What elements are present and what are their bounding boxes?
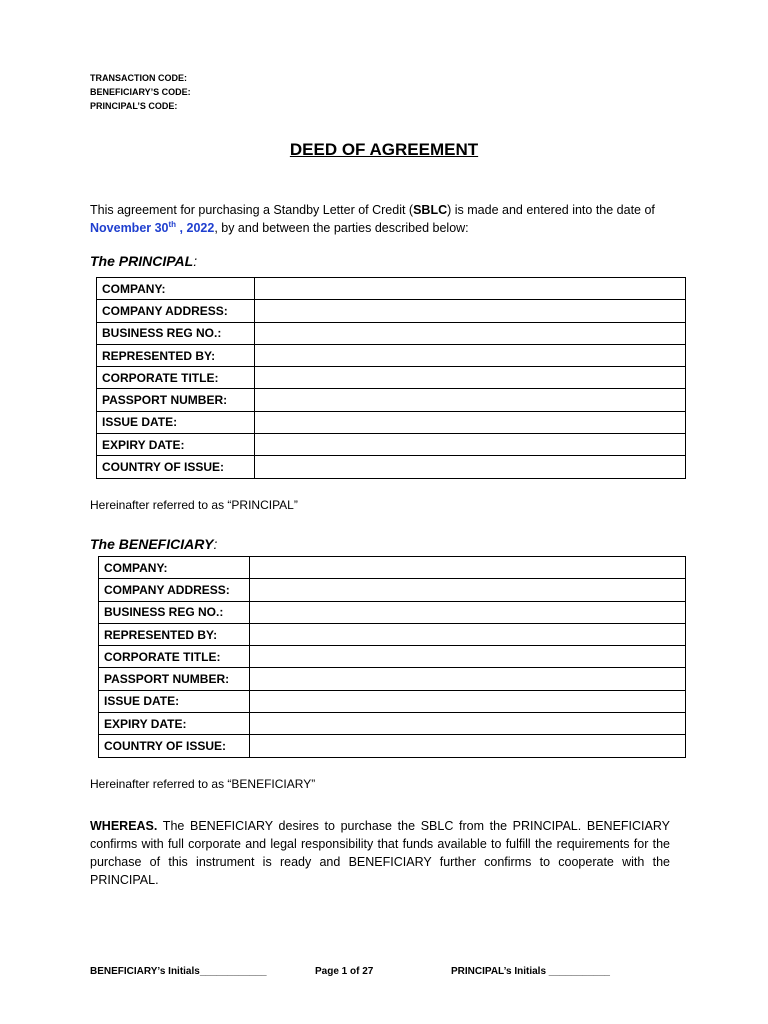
beneficiary-heading-colon: :: [213, 536, 218, 552]
field-label: REPRESENTED BY:: [99, 623, 250, 645]
date-year: , 2022: [176, 221, 215, 235]
field-value-cell[interactable]: [250, 690, 686, 712]
principal-code-label: PRINCIPAL’S CODE:: [90, 101, 178, 111]
field-value-cell[interactable]: [250, 601, 686, 623]
table-row: [97, 456, 686, 478]
table-row: [99, 668, 686, 690]
date-month-day: November 30: [90, 221, 169, 235]
table-row: [97, 434, 686, 456]
field-label: BUSINESS REG NO.:: [97, 322, 255, 344]
field-label: CORPORATE TITLE:: [99, 646, 250, 668]
table-row: [97, 367, 686, 389]
table-row: [97, 322, 686, 344]
field-value-cell[interactable]: [250, 579, 686, 601]
field-label: PASSPORT NUMBER:: [99, 668, 250, 690]
field-label: CORPORATE TITLE:: [97, 367, 255, 389]
table-row: [99, 690, 686, 712]
agreement-date: [90, 221, 214, 235]
table-row: [99, 623, 686, 645]
field-value-cell[interactable]: [255, 344, 686, 366]
principal-heading-colon: :: [193, 253, 198, 269]
principal-referred-text: Hereinafter referred to as “PRINCIPAL”: [90, 498, 298, 512]
table-row: [99, 713, 686, 735]
field-label: COUNTRY OF ISSUE:: [99, 735, 250, 757]
whereas-text: The BENEFICIARY desires to purchase the SBLC from the PRINCIPAL. BENEFICIARY confirms with full corporate and legal responsibility that funds available to fulfill the requirements for the purchase of this instrument is ready and BENEFICIARY further confirms to cooperate with the PRINCIPAL.: [90, 819, 670, 887]
intro-paragraph: [90, 201, 680, 237]
page-number: Page 1 of 27: [315, 966, 374, 977]
header-codes: [90, 71, 191, 113]
beneficiary-table: [98, 556, 686, 758]
field-value-cell[interactable]: [255, 411, 686, 433]
beneficiary-code-label: BENEFICIARY’S CODE:: [90, 87, 191, 97]
field-label: REPRESENTED BY:: [97, 344, 255, 366]
intro-text-3: , by and between the parties described below:: [214, 221, 469, 235]
table-row: [97, 411, 686, 433]
field-label: ISSUE DATE:: [99, 690, 250, 712]
principal-heading-text: The PRINCIPAL: [90, 253, 194, 269]
field-value-cell[interactable]: [250, 623, 686, 645]
principal-initials: PRINCIPAL’s Initials ___________: [451, 966, 610, 977]
beneficiary-initials: BENEFICIARY’s Initials____________: [90, 966, 267, 977]
table-row: [97, 344, 686, 366]
field-value-cell[interactable]: [255, 434, 686, 456]
field-value-cell[interactable]: [250, 668, 686, 690]
field-value-cell[interactable]: [250, 735, 686, 757]
intro-text-2: ) is made and entered into the date of: [447, 203, 655, 217]
field-label: COUNTRY OF ISSUE:: [97, 456, 255, 478]
table-row: [99, 646, 686, 668]
field-value-cell[interactable]: [255, 322, 686, 344]
field-label: COMPANY ADDRESS:: [99, 579, 250, 601]
whereas-label: WHEREAS.: [90, 819, 158, 833]
table-row: [97, 389, 686, 411]
field-label: COMPANY:: [99, 557, 250, 579]
principal-heading: [90, 253, 197, 269]
document-title: DEED OF AGREEMENT: [289, 140, 479, 159]
field-label: EXPIRY DATE:: [99, 713, 250, 735]
table-row: [97, 278, 686, 300]
transaction-code-label: TRANSACTION CODE:: [90, 73, 187, 83]
principal-table: [96, 277, 686, 479]
field-value-cell[interactable]: [255, 278, 686, 300]
whereas-paragraph: [90, 817, 670, 889]
field-label: BUSINESS REG NO.:: [99, 601, 250, 623]
field-value-cell[interactable]: [255, 389, 686, 411]
field-label: COMPANY ADDRESS:: [97, 300, 255, 322]
beneficiary-referred-text: Hereinafter referred to as “BENEFICIARY”: [90, 777, 316, 791]
field-value-cell[interactable]: [255, 300, 686, 322]
table-row: [99, 579, 686, 601]
intro-sblc: SBLC: [413, 203, 448, 217]
field-label: COMPANY:: [97, 278, 255, 300]
table-row: [99, 735, 686, 757]
field-label: ISSUE DATE:: [97, 411, 255, 433]
beneficiary-heading: [90, 536, 217, 552]
field-label: PASSPORT NUMBER:: [97, 389, 255, 411]
intro-text-1: This agreement for purchasing a Standby Letter of Credit (: [90, 203, 414, 217]
table-row: [99, 557, 686, 579]
field-value-cell[interactable]: [255, 367, 686, 389]
field-value-cell[interactable]: [250, 646, 686, 668]
field-value-cell[interactable]: [255, 456, 686, 478]
beneficiary-heading-text: The BENEFICIARY: [90, 536, 214, 552]
table-row: [97, 300, 686, 322]
field-value-cell[interactable]: [250, 713, 686, 735]
table-row: [99, 601, 686, 623]
field-label: EXPIRY DATE:: [97, 434, 255, 456]
date-suffix: th: [168, 220, 177, 229]
field-value-cell[interactable]: [250, 557, 686, 579]
